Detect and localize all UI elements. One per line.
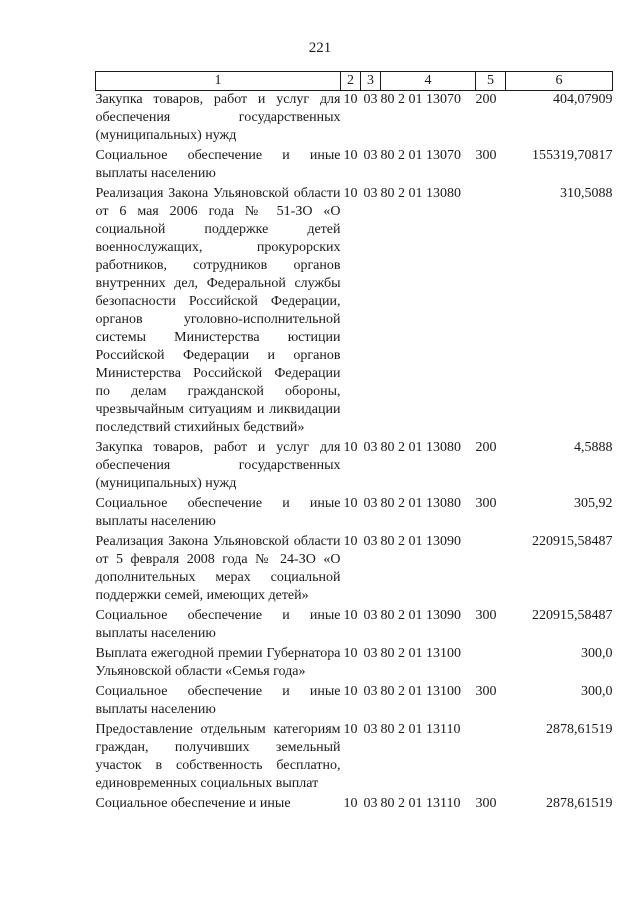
- row-subsection: 03: [363, 796, 378, 811]
- row-name: Закупка товаров, работ и услуг для обеспечения государственных (муниципальных) нужд: [95, 92, 341, 143]
- row-article: 80 2 01 13080: [380, 496, 461, 511]
- row-subsection: 03: [363, 534, 378, 549]
- row-expense-type: 300: [475, 148, 497, 163]
- row-expense-type: 200: [475, 92, 497, 107]
- table-row: [96, 683, 613, 721]
- row-sum: 220915,58487: [532, 608, 613, 623]
- row-article: 80 2 01 13100: [380, 646, 461, 661]
- table-row: [96, 185, 613, 439]
- row-name: Выплата ежегодной премии Губернатора Ульяновской области «Семья года»: [95, 646, 341, 679]
- row-section: 10: [343, 440, 358, 455]
- table-row: [96, 795, 613, 815]
- row-section: 10: [343, 684, 358, 699]
- row-name: Реализация Закона Ульяновской области от 6 мая 2006 года № 51-ЗО «О социальной поддержке детей военнослужащих, прокурорских работников, сотрудников органов внутренних дел, Федеральной службы безопасности Российской Федерации, органов уголовно-исполнительной системы Министерства юстиции Российской Федерации и органов Министерства Российской Федерации по делам гражданской обороны, чрезвычайным ситуациям и ликвидации последствий стихийных бедствий»: [95, 186, 341, 435]
- row-expense-type: [476, 721, 506, 795]
- row-name: Закупка товаров, работ и услуг для обеспечения государственных (муниципальных) нужд: [95, 440, 341, 491]
- row-sum: 2878,61519: [546, 796, 613, 811]
- row-expense-type: 200: [475, 440, 497, 455]
- row-subsection: 03: [363, 646, 378, 661]
- row-name: Социальное обеспечение и иные выплаты населению: [95, 684, 341, 717]
- row-subsection: 03: [363, 684, 378, 699]
- table-row: [96, 91, 613, 148]
- row-subsection: 03: [363, 608, 378, 623]
- row-sum: 155319,70817: [532, 148, 613, 163]
- header-col-5: 5: [476, 72, 506, 91]
- row-sum: 2878,61519: [546, 722, 613, 737]
- row-sum: 310,5088: [560, 186, 613, 201]
- row-article: 80 2 01 13070: [380, 148, 461, 163]
- row-expense-type: 300: [475, 796, 497, 811]
- header-col-6: 6: [506, 72, 613, 91]
- page-number: 221: [308, 40, 332, 56]
- row-subsection: 03: [363, 148, 378, 163]
- row-subsection: 03: [363, 440, 378, 455]
- row-sum: 404,07909: [553, 92, 613, 107]
- row-section: 10: [343, 496, 358, 511]
- row-sum: 220915,58487: [532, 534, 613, 549]
- row-subsection: 03: [363, 92, 378, 107]
- row-expense-type: 300: [475, 496, 497, 511]
- table-body: [96, 91, 613, 816]
- row-sum: 300,0: [581, 646, 613, 661]
- row-article: 80 2 01 13080: [380, 440, 461, 455]
- row-article: 80 2 01 13090: [380, 608, 461, 623]
- row-article: 80 2 01 13090: [380, 534, 461, 549]
- header-col-3: 3: [361, 72, 381, 91]
- row-section: 10: [343, 646, 358, 661]
- row-sum: 4,5888: [574, 440, 613, 455]
- row-subsection: 03: [363, 186, 378, 201]
- table-header: [96, 72, 613, 91]
- row-expense-type: 300: [475, 608, 497, 623]
- row-article: 80 2 01 13100: [380, 684, 461, 699]
- row-section: 10: [343, 534, 358, 549]
- row-name: Социальное обеспечение и иные: [95, 796, 291, 811]
- row-article: 80 2 01 13070: [380, 92, 461, 107]
- budget-table: [95, 71, 613, 815]
- row-expense-type: [476, 185, 506, 439]
- row-sum: 305,92: [574, 496, 613, 511]
- row-name: Социальное обеспечение и иные выплаты населению: [95, 148, 341, 181]
- row-section: 10: [343, 92, 358, 107]
- row-name: Социальное обеспечение и иные выплаты населению: [95, 608, 341, 641]
- row-section: 10: [343, 148, 358, 163]
- row-name: Предоставление отдельным категориям граждан, получивших земельный участок в собственность бесплатно, единовременных социальных выплат: [95, 722, 341, 791]
- row-article: 80 2 01 13110: [380, 722, 461, 737]
- header-col-1: 1: [96, 72, 341, 91]
- table-row: [96, 721, 613, 795]
- row-name: Социальное обеспечение и иные выплаты населению: [95, 496, 341, 529]
- table-row: [96, 495, 613, 533]
- row-article: 80 2 01 13110: [380, 796, 461, 811]
- table-row: [96, 645, 613, 683]
- row-section: 10: [343, 796, 358, 811]
- row-expense-type: [476, 645, 506, 683]
- row-section: 10: [343, 722, 358, 737]
- header-col-2: 2: [341, 72, 361, 91]
- table-row: [96, 147, 613, 185]
- row-section: 10: [343, 608, 358, 623]
- row-expense-type: [476, 533, 506, 607]
- table-row: [96, 607, 613, 645]
- table-row: [96, 533, 613, 607]
- row-subsection: 03: [363, 722, 378, 737]
- table-row: [96, 439, 613, 495]
- row-section: 10: [343, 186, 358, 201]
- row-article: 80 2 01 13080: [380, 186, 461, 201]
- row-sum: 300,0: [581, 684, 613, 699]
- row-subsection: 03: [363, 496, 378, 511]
- row-expense-type: 300: [475, 684, 497, 699]
- header-col-4: 4: [381, 72, 476, 91]
- row-name: Реализация Закона Ульяновской области от 5 февраля 2008 года № 24-ЗО «О дополнительных мерах социальной поддержки семей, имеющих детей»: [95, 534, 341, 603]
